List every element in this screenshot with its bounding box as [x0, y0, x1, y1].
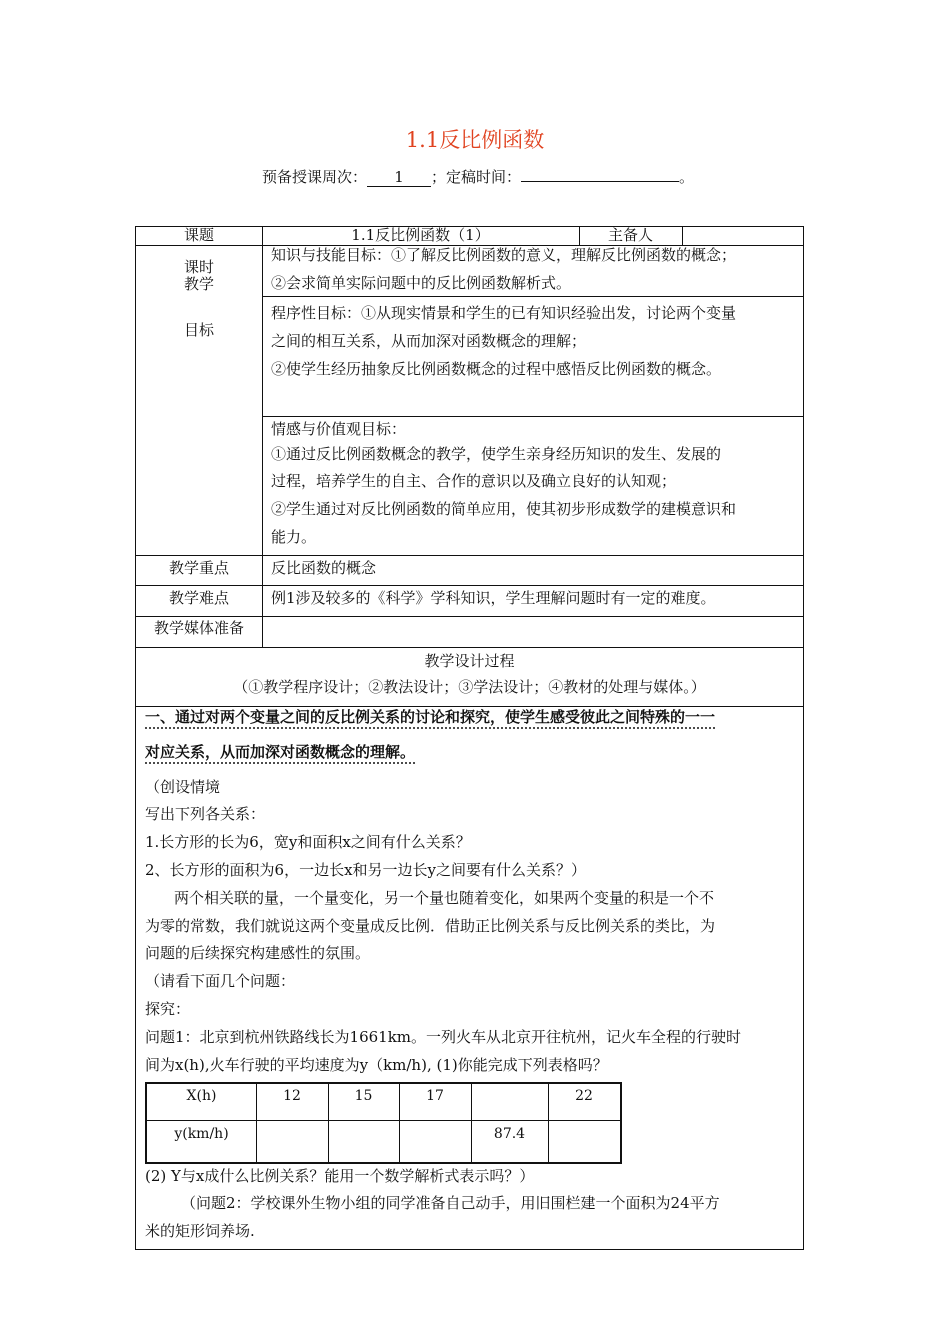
prep-date-blank: [521, 181, 679, 182]
media-label: 教学媒体准备: [153, 619, 244, 637]
page-title: 1.1反比例函数: [405, 128, 545, 152]
table-cell: 17: [426, 1088, 444, 1104]
table-cell: y(km/h): [174, 1126, 229, 1142]
body-paragraph: （请看下面几个问题：: [145, 972, 296, 990]
body-paragraph: (2) Y与x成什么比例关系？能用一个数学解析式表示吗？）: [145, 1167, 535, 1185]
table-cell: 87.4: [493, 1126, 526, 1142]
key-text: 反比函数的概念: [271, 559, 377, 577]
prep-line: [262, 166, 694, 187]
prep-date-label: ；定稿时间：: [431, 168, 522, 186]
emotion-goal-line: ②学生通过对反比例函数的简单应用，使其初步形成数学的建模意识和: [271, 500, 737, 518]
body-paragraph: 米的矩形饲养场.: [145, 1222, 255, 1240]
difficulty-text: 例1涉及较多的《科学》学科知识，学生理解问题时有一定的难度。: [271, 589, 716, 607]
body-paragraph: （问题2：学校课外生物小组的同学准备自己动手，用旧围栏建一个面积为24平方: [181, 1194, 720, 1212]
difficulty-label: 教学难点: [168, 589, 229, 607]
emotion-goal-line: 能力。: [271, 528, 317, 546]
design-title: 教学设计过程: [424, 652, 515, 670]
body-paragraph: 探究：: [145, 1000, 191, 1018]
speed-time-table: [145, 1082, 622, 1164]
table-cell: 12: [283, 1088, 301, 1104]
knowledge-goal-line: 知识与技能目标：①了解反比例函数的意义，理解反比例函数的概念；: [271, 246, 737, 264]
table-cell: X(h): [186, 1088, 217, 1104]
process-goal-line: 之间的相互关系，从而加深对函数概念的理解；: [271, 332, 587, 350]
process-goal-line: 程序性目标：①从现实情景和学生的已有知识经验出发，讨论两个变量: [271, 304, 737, 322]
course-title: 1.1反比例函数（1）: [351, 226, 490, 244]
design-subtitle: （①教学程序设计；②教法设计；③学法设计；④教材的处理与媒体。）: [233, 678, 706, 696]
prep-end: 。: [679, 168, 695, 186]
body-paragraph: （创设情境: [145, 778, 221, 796]
body-paragraph: 两个相关联的量，一个量变化，另一个量也随着变化，如果两个变量的积是一个不: [174, 889, 715, 907]
emotion-goal-line: 情感与价值观目标：: [271, 420, 407, 438]
section-heading: 对应关系，从而加深对函数概念的理解。: [145, 743, 416, 761]
course-label: 课题: [183, 226, 214, 244]
prep-week-value: 1: [367, 169, 431, 187]
goals-label-2: 教学: [183, 275, 214, 293]
emotion-goal-line: ①通过反比例函数概念的教学，使学生亲身经历知识的发生、发展的: [271, 445, 722, 463]
table-cell: 22: [575, 1088, 593, 1104]
section-heading: 一、通过对两个变量之间的反比例关系的讨论和探究，使学生感受彼此之间特殊的一一: [145, 708, 716, 726]
prep-week-label: 预备授课周次：: [262, 168, 368, 186]
key-label: 教学重点: [168, 559, 229, 577]
goals-label-1: 课时: [183, 258, 214, 276]
table-cell: 15: [354, 1088, 373, 1104]
body-paragraph: 问题1：北京到杭州铁路线长为1661km。一列火车从北京开往杭州，记火车全程的行驶时: [145, 1028, 742, 1046]
process-goal-line: ②使学生经历抽象反比例函数概念的过程中感悟反比例函数的概念。: [271, 360, 722, 378]
knowledge-goal-line: ②会求简单实际问题中的反比例函数解析式。: [271, 274, 572, 292]
body-paragraph: 为零的常数，我们就说这两个变量成反比例．借助正比例关系与反比例关系的类比，为: [145, 917, 716, 935]
emotion-goal-line: 过程，培养学生的自主、合作的意识以及确立良好的认知观；: [271, 472, 677, 490]
body-paragraph: 间为x(h),火车行驶的平均速度为y（km/h), (1)你能完成下列表格吗？: [145, 1056, 608, 1074]
body-paragraph: 写出下列各关系：: [145, 805, 266, 823]
body-paragraph: 问题的后续探究构建感性的氛围。: [145, 944, 371, 962]
body-paragraph: 2、长方形的面积为6，一边长x和另一边长y之间要有什么关系？）: [145, 861, 587, 879]
goals-label-3: 目标: [183, 321, 214, 339]
lead-label: 主备人: [607, 226, 653, 244]
body-paragraph: 1.长方形的长为6，宽y和面积x之间有什么关系？: [145, 833, 471, 851]
